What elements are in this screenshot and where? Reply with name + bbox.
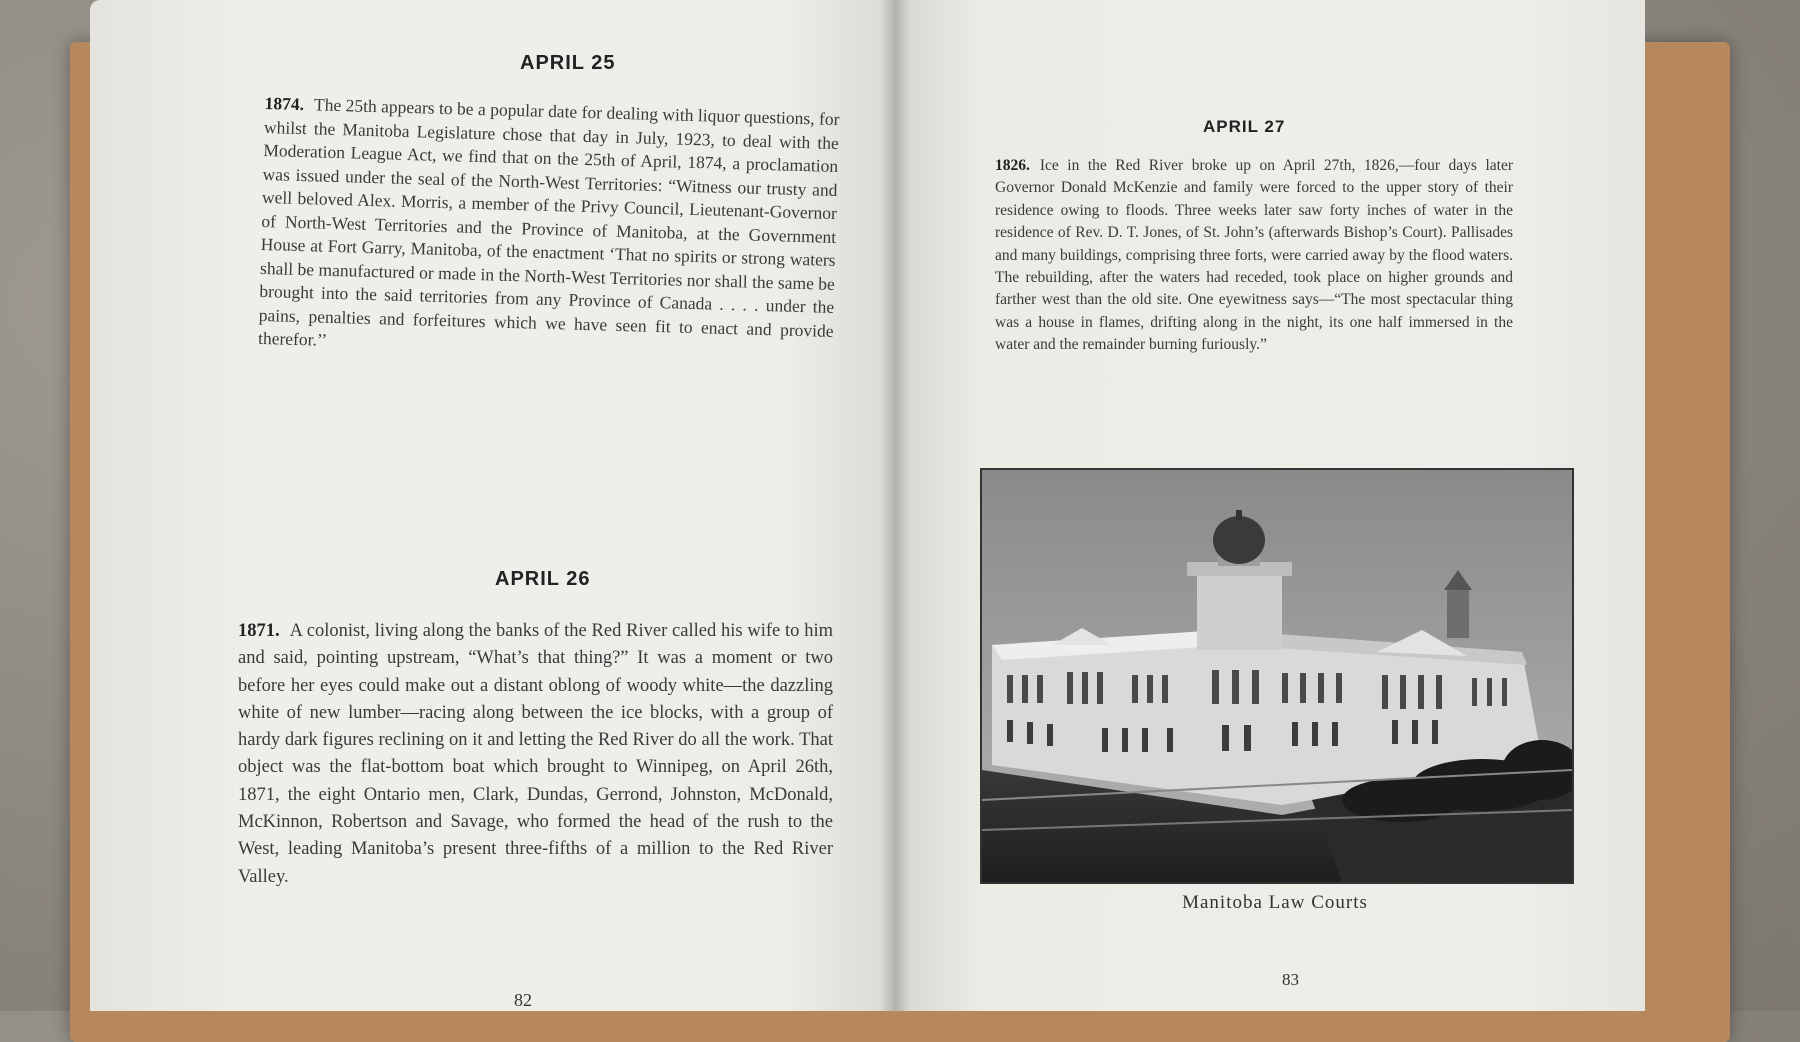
building-photo-icon bbox=[982, 470, 1572, 882]
heading-april-25: APRIL 25 bbox=[520, 52, 616, 74]
entry-april-27 bbox=[995, 155, 1513, 357]
entry-text: A colonist, living along the banks of the Red River called his wife to him and said, pointing upstream, “What’s that thing?” It was a moment or two before her eyes could make out a distant oblong of woody white—the dazzling white of new lumber—racing along between the ice blocks, with a group of hardy dark figures reclining on it and letting the Red River do all the work. That object was the flat-bottom boat which brought to Winnipeg, on April 26th, 1871, the eight Ontario men, Clark, Dundas, Gerrond, Johnston, McDonald, McKinnon, Robertson and Savage, who formed the head of the rush to the West, leading Manitoba’s present three-fifths of a million to the Red River Valley. bbox=[238, 621, 833, 887]
entry-april-26 bbox=[238, 618, 833, 891]
entry-text: The 25th appears to be a popular date for dealing with liquor questions, for whilst the Manitoba Legislature chose that day in July, 1923, to deal with the Moderation League Act, we find that on the 25th of April, 1874, a proclamation was issued under the seal of the North-West Territories: “Witness our trusty and well beloved Alex. Morris, a member of the Privy Council, Lieutenant-Governor of North-West Territories and the Province of Manitoba, at the Government House at Fort Garry, Manitoba, of the enactment ‘That no spirits or strong waters shall be manufactured or made in the North-West Territories nor shall the same be brought into the said territories from any Province of Canada . . . . under the pains, penalties and forfeitures which we have seen fit to enact and provide therefor.’’ bbox=[257, 94, 840, 350]
heading-april-27: APRIL 27 bbox=[1203, 117, 1286, 136]
page-number-right: 83 bbox=[1282, 970, 1299, 989]
entry-year: 1826. bbox=[995, 157, 1030, 174]
entry-year: 1871. bbox=[238, 621, 280, 641]
photo-caption: Manitoba Law Courts bbox=[1182, 892, 1368, 913]
book-gutter bbox=[880, 0, 910, 1011]
entry-text: Ice in the Red River broke up on April 27th, 1826,—four days later Governor Donald McKenzie and family were forced to the upper story of their residence owing to floods. Three weeks later saw forty inches of water in the residence of Rev. D. T. Jones, of St. John’s (afterwards Bishop’s Court). Pallisades and many buildings, comprising three forts, were carried away by the flood waters. The rebuilding, after the waters had receded, took place on higher grounds and farther west than the old site. One eyewitness says—“The most spectacular thing was a house in flames, drifting along in the night, its one half immersed in the water and the remainder burning furiously.” bbox=[995, 157, 1513, 354]
building-photo bbox=[980, 468, 1574, 884]
entry-april-25 bbox=[258, 92, 840, 366]
entry-year: 1874. bbox=[264, 92, 305, 115]
page-number-left: 82 bbox=[514, 990, 532, 1010]
heading-april-26: APRIL 26 bbox=[495, 568, 591, 590]
